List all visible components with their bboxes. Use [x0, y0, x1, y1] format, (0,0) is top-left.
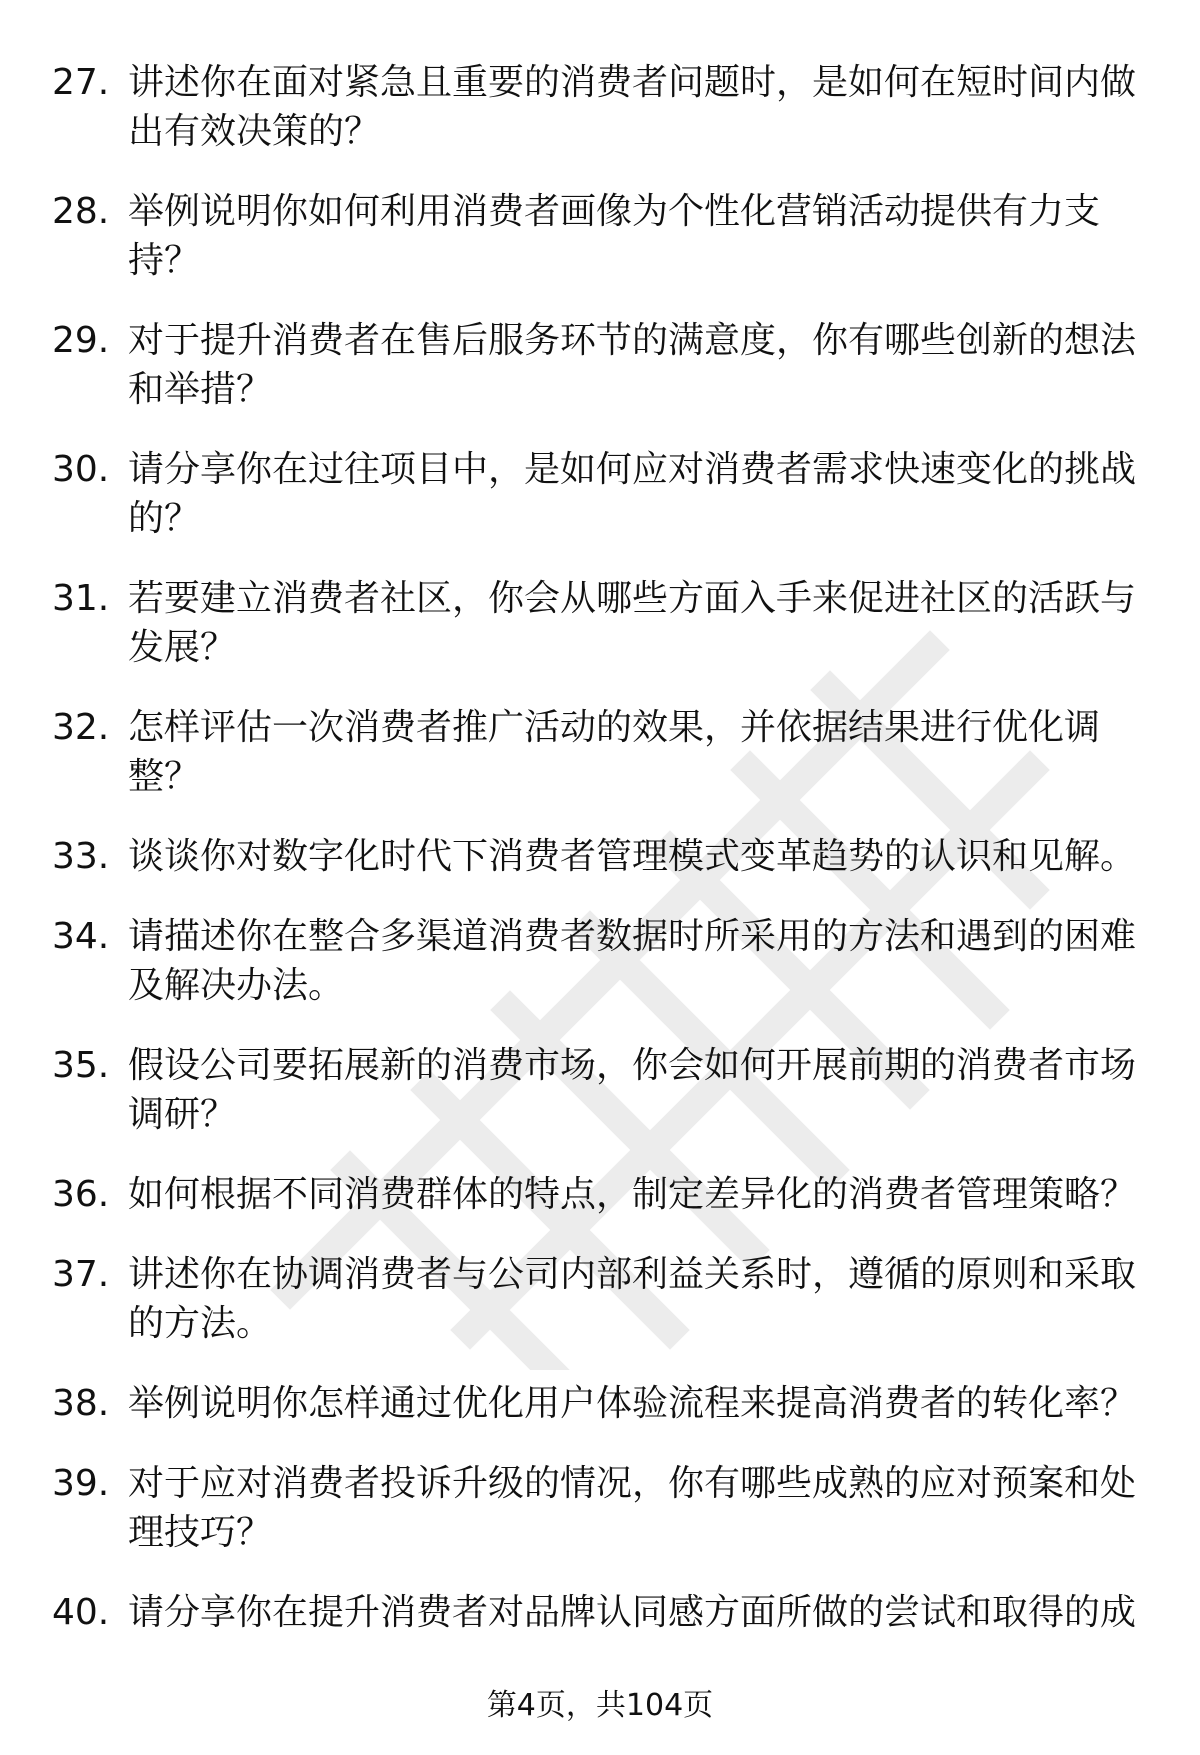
question-text: 若要建立消费者社区，你会从哪些方面入手来促进社区的活跃与发展？ — [128, 578, 1137, 668]
question-number: 36. — [52, 1174, 110, 1215]
list-item — [52, 832, 1152, 881]
question-text: 对于应对消费者投诉升级的情况，你有哪些成熟的应对预案和处理技巧？ — [128, 1463, 1137, 1553]
question-text: 举例说明你怎样通过优化用户体验流程来提高消费者的转化率？ — [128, 1383, 1137, 1424]
question-number: 35. — [52, 1045, 110, 1086]
question-text: 对于提升消费者在售后服务环节的满意度，你有哪些创新的想法和举措？ — [128, 320, 1137, 410]
list-item — [52, 1459, 1152, 1557]
page-footer — [0, 1686, 1200, 1726]
list-item — [52, 1379, 1152, 1428]
list-item — [52, 703, 1152, 801]
list-item — [52, 1588, 1152, 1637]
question-text: 请分享你在提升消费者对品牌认同感方面所做的尝试和取得的成 — [128, 1592, 1137, 1633]
question-number: 28. — [52, 191, 110, 232]
question-text: 讲述你在面对紧急且重要的消费者问题时，是如何在短时间内做出有效决策的？ — [128, 62, 1137, 152]
question-list — [52, 58, 1152, 1668]
question-number: 38. — [52, 1383, 110, 1424]
question-text: 举例说明你如何利用消费者画像为个性化营销活动提供有力支持？ — [128, 191, 1101, 281]
page-number-label: 第4页，共104页 — [486, 1688, 714, 1723]
question-number: 39. — [52, 1463, 110, 1504]
list-item — [52, 912, 1152, 1010]
question-text: 如何根据不同消费群体的特点，制定差异化的消费者管理策略？ — [128, 1174, 1137, 1215]
list-item — [52, 187, 1152, 285]
list-item — [52, 58, 1152, 156]
list-item — [52, 1041, 1152, 1139]
list-item — [52, 316, 1152, 414]
list-item — [52, 1170, 1152, 1219]
question-text: 假设公司要拓展新的消费市场，你会如何开展前期的消费者市场调研？ — [128, 1045, 1137, 1135]
question-number: 34. — [52, 916, 110, 957]
list-item — [52, 445, 1152, 543]
question-number: 37. — [52, 1254, 110, 1295]
question-text: 讲述你在协调消费者与公司内部利益关系时，遵循的原则和采取的方法。 — [128, 1254, 1137, 1344]
question-text: 请分享你在过往项目中，是如何应对消费者需求快速变化的挑战的？ — [128, 449, 1137, 539]
question-number: 31. — [52, 578, 110, 619]
question-text: 谈谈你对数字化时代下消费者管理模式变革趋势的认识和见解。 — [128, 836, 1137, 877]
question-number: 40. — [52, 1592, 110, 1633]
question-number: 32. — [52, 707, 110, 748]
question-text: 怎样评估一次消费者推广活动的效果，并依据结果进行优化调整？ — [128, 707, 1101, 797]
question-number: 33. — [52, 836, 110, 877]
question-text: 请描述你在整合多渠道消费者数据时所采用的方法和遇到的困难及解决办法。 — [128, 916, 1137, 1006]
list-item — [52, 574, 1152, 672]
question-number: 27. — [52, 62, 110, 103]
question-number: 29. — [52, 320, 110, 361]
list-item — [52, 1250, 1152, 1348]
question-number: 30. — [52, 449, 110, 490]
